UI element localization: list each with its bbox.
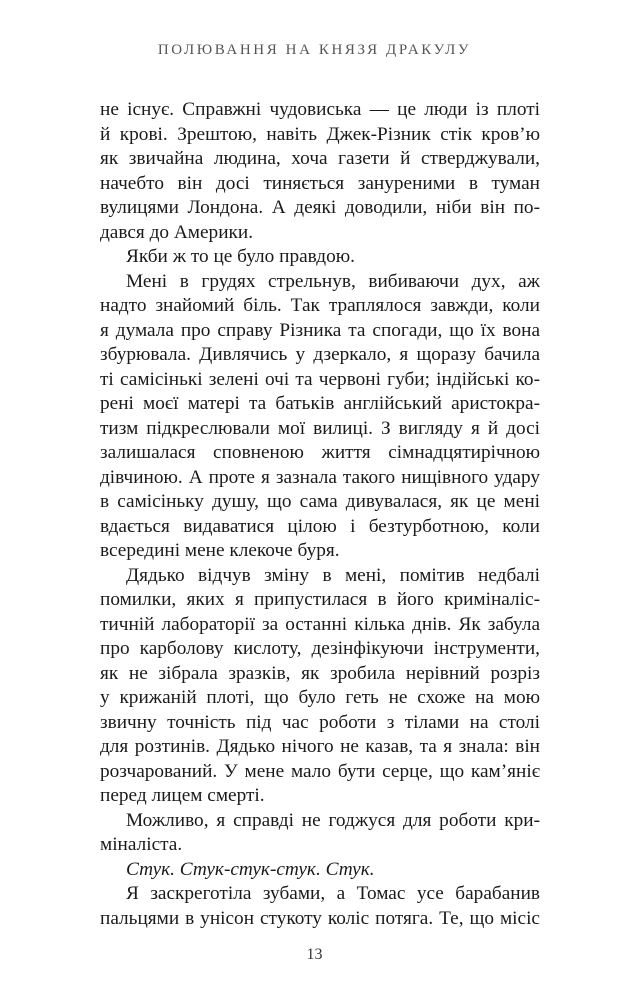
text-line: начебто він досі тиняється зануреними в туман bbox=[100, 172, 540, 194]
text-line: я думала про справу Різника та спогади, що їх вона bbox=[100, 319, 540, 341]
text-line: всередині мене клекоче буря. bbox=[100, 540, 340, 561]
text-line: про карболову кислоту, дезінфікуючи інструменти, bbox=[100, 638, 540, 659]
body-text bbox=[100, 98, 540, 931]
text-line: й крові. Зрештою, навіть Джек-Різник стік кров’ю bbox=[100, 123, 540, 145]
text-line: надто знайомий біль. Так траплялося завжди, коли bbox=[100, 295, 540, 316]
text-line: Я заскреготіла зубами, а Томас усе барабанив bbox=[126, 883, 540, 904]
text-line: залишалася сповненою життя сімнадцятирічною bbox=[100, 442, 540, 463]
text-line: дався до Америки. bbox=[100, 221, 254, 243]
text-line: для розтинів. Дядько нічого не казав, та я знала: він bbox=[100, 736, 540, 757]
running-header: ПОЛЮВАННЯ НА КНЯЗЯ ДРАКУЛУ bbox=[157, 42, 472, 58]
text-line: рені моєї матері та батьків англійський аристокра- bbox=[100, 393, 540, 414]
text-line: звичну точність під час роботи з тілами на столі bbox=[100, 711, 540, 733]
text-line: вулицями Лондона. А деякі доводили, ніби він по- bbox=[100, 197, 540, 218]
text-line: збурювала. Дивлячись у дзеркало, я щоразу бачила bbox=[100, 344, 540, 365]
text-line: Можливо, я справді не годжуся для роботи кри- bbox=[126, 809, 540, 831]
text-line: дівчиною. А проте я зазнала такого нищівного удару bbox=[100, 466, 540, 488]
text-line: Дядько відчув зміну в мені, помітив недбалі bbox=[126, 564, 540, 586]
text-line: тичній лабораторії за останні кілька днів. Як забула bbox=[100, 613, 540, 635]
text-line: в самісіньку душу, що сама дивувалася, як це мені bbox=[100, 491, 540, 512]
text-line: перед лицем смерті. bbox=[100, 785, 265, 806]
text-line: помилки, яких я припустилася в його криміналіс- bbox=[100, 589, 540, 610]
text-line: пальцями в унісон стукоту коліс потяга. Те, що місіс bbox=[100, 907, 540, 929]
text-line: не існує. Справжні чудовиська — це люди із плоті bbox=[100, 99, 540, 120]
text-line: Якби ж то це було правдою. bbox=[126, 246, 355, 267]
text-line: ті самісінькі зелені очі та червоні губи; індійські ко- bbox=[100, 368, 540, 390]
text-line: міналіста. bbox=[100, 834, 183, 855]
text-line: вдається видаватися цілою і безтурботною, коли bbox=[100, 515, 540, 537]
text-line: Мені в грудях стрельнув, вибиваючи дух, аж bbox=[126, 270, 540, 292]
text-line: у крижаній плоті, що було геть не схоже на мою bbox=[100, 687, 540, 708]
text-line: як не зібрала зразків, як зробила нерівний розріз bbox=[100, 662, 540, 684]
text-line: розчарований. У мене мало бути серце, що кам’яніє bbox=[100, 760, 540, 782]
text-line: як звичайна людина, хоча газети й стверджували, bbox=[100, 148, 540, 169]
text-line: Стук. Стук-стук-стук. Стук. bbox=[126, 858, 375, 880]
text-line: тизм підкреслювали мої вилиці. З вигляду я й досі bbox=[100, 417, 540, 439]
page-number: 13 bbox=[306, 946, 323, 963]
